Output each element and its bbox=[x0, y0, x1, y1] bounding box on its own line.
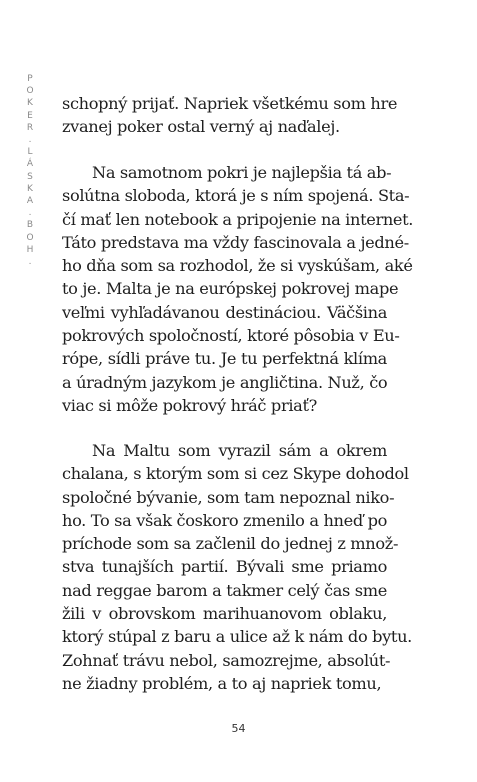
text-line: príchode som sa začlenil do jednej z množ- bbox=[62, 534, 399, 554]
text-line: Zohnať trávu nebol, samozrejme, absolút- bbox=[62, 650, 391, 670]
running-head-letter: R bbox=[26, 122, 34, 133]
text-line: žili v obrovskom marihuanovom oblaku, bbox=[62, 604, 387, 624]
paragraph bbox=[62, 92, 398, 139]
text-line: čí mať len notebook a pripojenie na internet. bbox=[62, 209, 414, 229]
text-line: ho. To sa však čoskoro zmenilo a hneď po bbox=[62, 510, 388, 530]
running-head-letter: B bbox=[26, 220, 34, 231]
paragraph bbox=[62, 439, 412, 695]
text-line: veľmi vyhľadávanou destináciou. Väčšina bbox=[62, 302, 387, 322]
text-line: schopný prijať. Napriek všetkému som hre bbox=[62, 94, 398, 113]
text-line: a úradným jazykom je angličtina. Nuž, čo bbox=[62, 372, 388, 392]
paragraph bbox=[62, 161, 414, 417]
running-head-letter: K bbox=[27, 183, 33, 194]
running-head-letter: H bbox=[26, 244, 34, 255]
text-line: to je. Malta je na európskej pokrovej mape bbox=[62, 279, 399, 299]
running-head-letter: . bbox=[28, 257, 32, 268]
running-head-letter: A bbox=[26, 196, 34, 207]
running-head-letter: Á bbox=[26, 159, 34, 170]
text-line: ne žiadny problém, a to aj napriek tomu, bbox=[62, 673, 382, 693]
text-line: Na samotnom pokri je najlepšia tá ab- bbox=[92, 163, 392, 182]
running-head-letter: L bbox=[27, 147, 33, 158]
running-head-letter: O bbox=[26, 232, 34, 243]
running-head-vertical bbox=[24, 73, 36, 268]
text-line: rópe, sídli práve tu. Je tu perfektná klíma bbox=[62, 349, 387, 369]
running-head-letter: . bbox=[28, 208, 32, 219]
text-line: chalana, s ktorým som si cez Skype dohodol bbox=[62, 464, 409, 484]
running-head-letter: E bbox=[27, 110, 33, 121]
text-line: viac si môže pokrový hráč priať? bbox=[62, 395, 317, 415]
text-line: ho dňa som sa rozhodol, že si vyskúšam, aké bbox=[62, 256, 413, 276]
page-number: 54 bbox=[231, 722, 246, 735]
text-line: nad reggae barom a takmer celý čas sme bbox=[62, 580, 387, 600]
text-line: solútna sloboda, ktorá je s ním spojená. Sta- bbox=[62, 186, 410, 206]
text-line: pokrových spoločností, ktoré pôsobia v Eu- bbox=[62, 326, 400, 346]
running-head-letter: S bbox=[27, 171, 33, 182]
text-line: stva tunajších partií. Bývali sme priamo bbox=[62, 557, 387, 577]
running-head-letter: O bbox=[26, 86, 34, 97]
running-head-letter: . bbox=[28, 135, 32, 146]
text-line: spoločné bývanie, som tam nepoznal niko- bbox=[62, 487, 395, 507]
text-line: zvanej poker ostal verný aj naďalej. bbox=[62, 117, 340, 137]
text-line: Táto predstava ma vždy fascinovala a jedné- bbox=[62, 232, 409, 252]
text-line: ktorý stúpal z baru a ulice až k nám do bytu. bbox=[62, 627, 412, 647]
text-line: Na Maltu som vyrazil sám a okrem bbox=[92, 441, 387, 460]
running-head-letter: K bbox=[27, 98, 33, 109]
running-head-letter: P bbox=[27, 74, 33, 84]
